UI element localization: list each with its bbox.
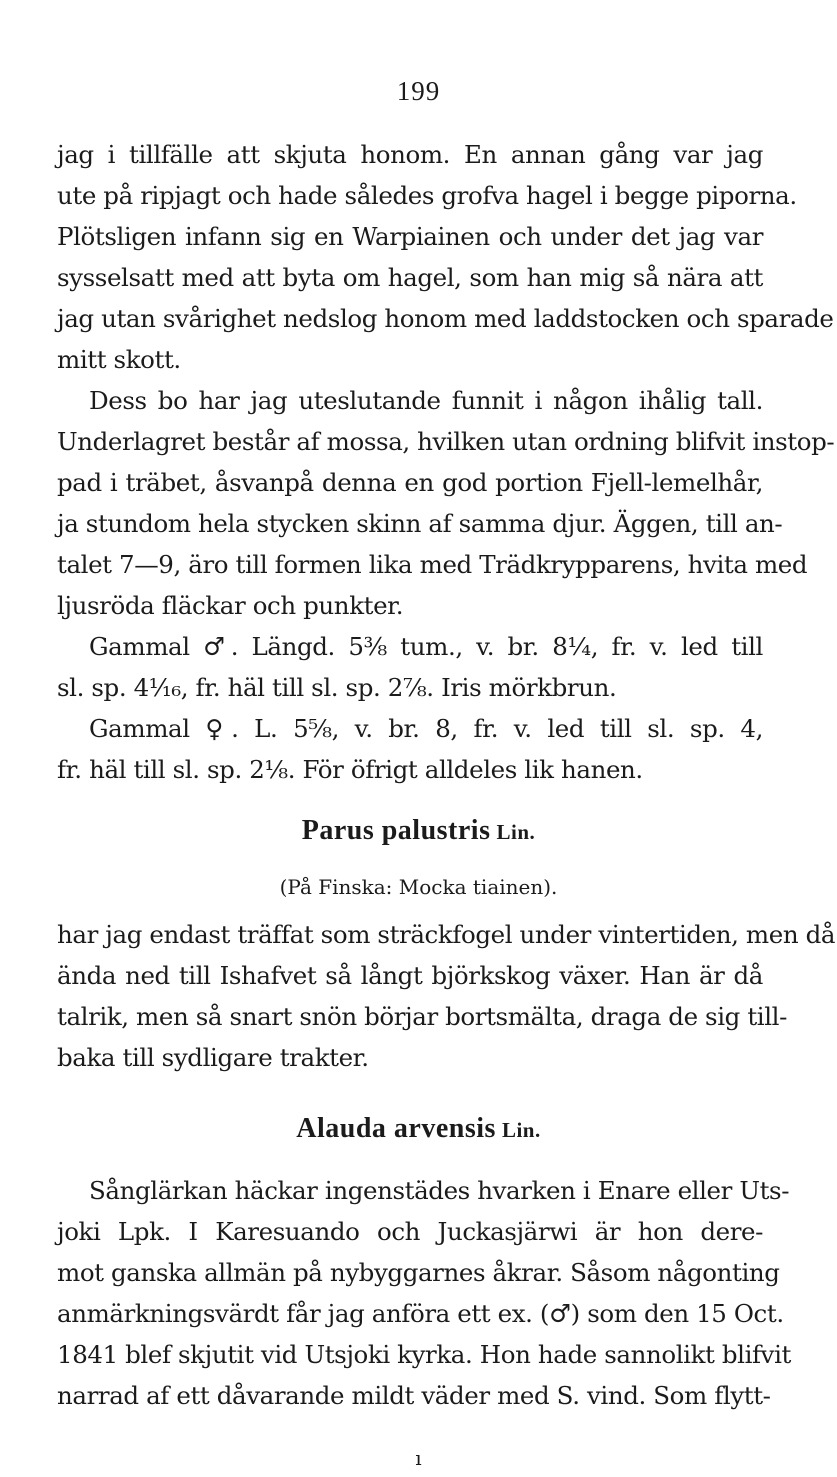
text-line: mot ganska allmän på nybyggarnes åkrar. Såsom någonting bbox=[57, 1258, 780, 1287]
text-line: jag utan svårighet nedslog honom med laddstocken och sparade bbox=[57, 304, 834, 333]
text-line: jag i tillfälle att skjuta honom. En annan gång var jag bbox=[57, 140, 763, 169]
text-line: talet 7—9, äro till formen lika med Trädkrypparens, hvita med bbox=[57, 550, 808, 579]
text-line: joki Lpk. I Karesuando och Juckasjärwi är hon dere- bbox=[57, 1217, 763, 1246]
text-line: ända ned till Ishafvet så långt björkskog växer. Han är då bbox=[57, 961, 763, 990]
text-line: pad i träbet, åsvanpå denna en god portion Fjell-lemelhår, bbox=[57, 468, 763, 497]
species-name: Parus palustris bbox=[301, 815, 491, 846]
text-line: talrik, men så snart snön börjar bortsmälta, draga de sig till- bbox=[57, 1002, 787, 1031]
text-line: sl. sp. 4¹⁄₁₆, fr. häl till sl. sp. 2⅞. Iris mörkbrun. bbox=[57, 673, 617, 702]
text-line: ljusröda fläckar och punkter. bbox=[57, 591, 404, 620]
text-line: Dess bo har jag uteslutande funnit i någon ihålig tall. bbox=[89, 386, 763, 415]
text-line: Gammal ♂. Längd. 5⅜ tum., v. br. 8¼, fr. v. led till bbox=[89, 632, 763, 661]
text-line: har jag endast träffat som sträckfogel under vintertiden, men då bbox=[57, 920, 836, 949]
text-line: sysselsatt med att byta om hagel, som han mig så nära att bbox=[57, 263, 763, 292]
text-line: baka till sydligare trakter. bbox=[57, 1043, 369, 1072]
page-number: 199 bbox=[396, 76, 441, 106]
species-name: Alauda arvensis bbox=[296, 1113, 496, 1144]
text-line: fr. häl till sl. sp. 2⅛. För öfrigt alldeles lik hanen. bbox=[57, 755, 643, 784]
species-subtitle: (På Finska: Mocka tiainen). bbox=[279, 875, 558, 899]
species-authority: Lin. bbox=[496, 820, 536, 844]
text-line: 1841 blef skjutit vid Utsjoki kyrka. Hon hade sannolikt blifvit bbox=[57, 1340, 792, 1369]
text-line: anmärkningsvärdt får jag anföra ett ex. (♂) som den 15 Oct. bbox=[57, 1299, 784, 1328]
text-line: narrad af ett dåvarande mildt väder med S. vind. Som flytt- bbox=[57, 1381, 771, 1410]
text-line: Gammal ♀. L. 5⅝, v. br. 8, fr. v. led till sl. sp. 4, bbox=[89, 714, 763, 743]
text-line: Plötsligen infann sig en Warpiainen och under det jag var bbox=[57, 222, 763, 251]
text-line: ja stundom hela stycken skinn af samma djur. Äggen, till an- bbox=[57, 509, 783, 538]
species-heading bbox=[0, 815, 837, 847]
species-heading bbox=[0, 1113, 837, 1145]
species-authority: Lin. bbox=[501, 1118, 541, 1142]
text-line: Sånglärkan häckar ingenstädes hvarken i Enare eller Uts- bbox=[89, 1176, 790, 1205]
signature-mark: ı bbox=[415, 1446, 422, 1470]
text-line: mitt skott. bbox=[57, 345, 181, 374]
text-line: ute på ripjagt och hade således grofva hagel i begge piporna. bbox=[57, 181, 797, 210]
text-line: Underlagret består af mossa, hvilken utan ordning blifvit instop- bbox=[57, 427, 835, 456]
